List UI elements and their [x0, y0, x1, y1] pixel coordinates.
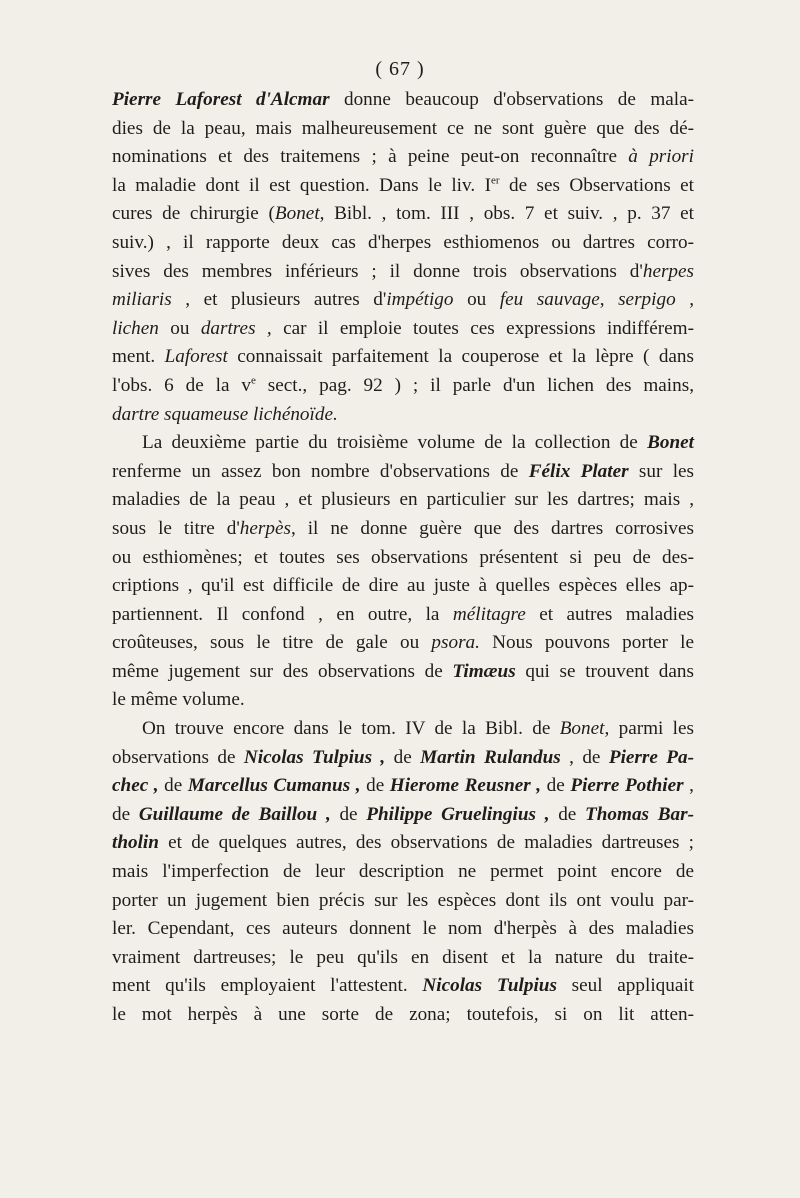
text-line [112, 772, 694, 801]
emphasis: Bonet [559, 718, 605, 740]
text-run: et autres maladies [525, 603, 694, 625]
superscript: er [490, 174, 500, 187]
text-line [112, 401, 694, 430]
text-run: maladies de la peau , et plusieurs en particulier sur les dartres; mais , [112, 489, 694, 511]
emphasis: Pierre Laforest d'Alcmar [112, 89, 330, 110]
text-run: , [683, 775, 694, 797]
text-run: sous le titre d' [112, 517, 240, 539]
text-run: ou [158, 317, 201, 339]
text-run: de [112, 803, 139, 825]
text-run: ler. Cependant, ces auteurs donnent le nom d'herpès à des maladies [112, 918, 694, 940]
emphasis: serpigo , [618, 289, 695, 311]
text-line [112, 658, 694, 687]
text-run: ment qu'ils employaient l'attestent. [112, 975, 423, 997]
text-line [112, 315, 694, 344]
text-line [112, 829, 694, 858]
text-run: même jugement sur des observations de [112, 660, 453, 682]
text-run: sect., pag. 92 ) ; il parle d'un lichen des mains, [255, 374, 694, 396]
text-run: On trouve encore dans le tom. IV de la Bibl. de [142, 718, 560, 740]
text-line [112, 200, 694, 229]
text-run: le même volume. [112, 689, 245, 711]
text-line [112, 515, 694, 544]
text-line [112, 229, 694, 258]
text-run: , [599, 289, 619, 311]
text-run: mais l'imperfection de leur description ne permet point encore de [112, 861, 694, 883]
text-run: donne beaucoup d'observations de mala- [329, 89, 694, 110]
text-line [112, 286, 694, 315]
text-run: de ses Observations et [499, 174, 694, 196]
text-run: de [330, 803, 367, 825]
text-run: la maladie dont il est question. Dans le liv. I [112, 174, 491, 196]
text-run: La deuxième partie du troisième volume de la collection de [142, 432, 648, 454]
text-line [112, 258, 694, 287]
text-run: renferme un assez bon nombre d'observations de [112, 460, 529, 482]
text-line [112, 686, 694, 715]
text-line [112, 115, 694, 144]
emphasis: Martin Rulandus [420, 746, 561, 768]
text-line [112, 887, 694, 916]
text-run: vraiment dartreuses; le peu qu'ils en disent et la nature du traite- [112, 946, 694, 968]
text-line [112, 544, 694, 573]
text-run: , de [560, 746, 609, 768]
text-run: ment. [112, 346, 165, 368]
text-run: de [158, 775, 188, 797]
emphasis: Laforest [164, 346, 228, 368]
text-line [112, 486, 694, 515]
text-line [112, 343, 694, 372]
emphasis: Bonet [274, 203, 320, 225]
text-run: croûteuses, sous le titre de gale ou [112, 632, 432, 654]
text-line [112, 944, 694, 973]
emphasis: dartre squameuse lichénoïde. [112, 403, 338, 425]
text-line [112, 601, 694, 630]
text-line [112, 744, 694, 773]
emphasis: tholin [112, 832, 159, 854]
emphasis: chec , [112, 775, 159, 797]
text-run: et plusieurs autres d' [190, 289, 387, 311]
emphasis: Nicolas Tulpius [422, 975, 557, 997]
emphasis: Nicolas Tulpius , [243, 746, 386, 768]
text-run: partiennent. Il confond , en outre, la [112, 603, 453, 625]
text-run: ou esthiomènes; et toutes ses observations présentent si peu de des- [112, 546, 694, 568]
text-run: de [385, 746, 421, 768]
emphasis: Hierome Reusner , [389, 775, 542, 797]
emphasis: Pierre Pothier [570, 775, 684, 797]
emphasis: impétigo [386, 289, 454, 311]
text-run: Nous pouvons porter le [479, 632, 695, 654]
text-line [112, 572, 694, 601]
text-run: observations de [112, 746, 244, 768]
text-line [112, 801, 694, 830]
text-line [112, 715, 694, 744]
text-run: de [549, 803, 586, 825]
text-line [112, 172, 694, 201]
emphasis: Pierre Pa- [608, 746, 694, 768]
text-run: l'obs. 6 de la v [112, 374, 251, 396]
text-line [112, 858, 694, 887]
paragraph [112, 715, 694, 1030]
page-number: ( 67 ) [375, 58, 425, 80]
superscript: e [251, 374, 256, 387]
text-line [112, 143, 694, 172]
text-run: criptions , qu'il est difficile de dire au juste à quelles espèces elles ap- [112, 575, 694, 597]
text-run: porter un jugement bien précis sur les espèces dont ils ont voulu par- [112, 889, 694, 911]
paragraph [112, 429, 694, 715]
emphasis: Félix Plater [528, 460, 629, 482]
text-run: et de quelques autres, des observations de maladies dartreuses ; [158, 832, 694, 854]
emphasis: Thomas Bar- [585, 803, 694, 825]
text-run: ou [453, 289, 500, 311]
paragraph [112, 86, 694, 429]
text-run: nominations et des traitemens ; à peine peut-on reconnaître [112, 146, 629, 168]
emphasis: herpès [239, 517, 291, 539]
text-run: , Bibl. , tom. III , obs. 7 et suiv. , p. 37 et [319, 203, 694, 225]
text-run: connaissait parfaitement la couperose et la lèpre ( dans [227, 346, 694, 368]
emphasis: Timæus [452, 660, 516, 682]
text-run: qui se trouvent dans [515, 660, 694, 682]
text-run: dies de la peau, mais malheureusement ce ne sont guère que des dé- [112, 117, 694, 139]
text-line [112, 458, 694, 487]
text-line [112, 629, 694, 658]
emphasis: feu sauvage [499, 289, 600, 311]
text-line [112, 86, 694, 115]
text-run: sur les [628, 460, 695, 482]
emphasis: à priori [628, 146, 694, 168]
text-run: de [541, 775, 571, 797]
emphasis: Guillaume de Baillou , [138, 803, 331, 825]
emphasis: psora. [431, 632, 480, 654]
text-line [112, 1001, 694, 1030]
text-run: sives des membres inférieurs ; il donne trois observations d' [112, 260, 643, 282]
text-run: le mot herpès à une sorte de zona; toutefois, si on lit atten- [112, 1004, 694, 1025]
text-run: suiv.) , il rapporte deux cas d'herpes esthiomenos ou dartres corro- [112, 231, 694, 253]
emphasis: miliaris , [112, 289, 191, 311]
text-line [112, 972, 694, 1001]
text-run: seul appliquait [556, 975, 695, 997]
text-run: , parmi les [604, 718, 694, 740]
body-text [112, 86, 694, 1030]
text-line [112, 429, 694, 458]
text-run: car il emploie toutes ces expressions indifférem- [271, 317, 694, 339]
emphasis: lichen [112, 317, 159, 339]
emphasis: herpes [642, 260, 694, 282]
text-run: , il ne donne guère que des dartres corrosives [290, 517, 695, 539]
emphasis: dartres , [200, 317, 272, 339]
emphasis: Bonet [647, 432, 694, 454]
text-run: cures de chirurgie ( [112, 203, 275, 225]
text-line [112, 372, 694, 401]
text-line [112, 915, 694, 944]
emphasis: Philippe Gruelingius , [366, 803, 550, 825]
emphasis: mélitagre [452, 603, 526, 625]
emphasis: Marcellus Cumanus , [187, 775, 361, 797]
text-run: de [360, 775, 390, 797]
